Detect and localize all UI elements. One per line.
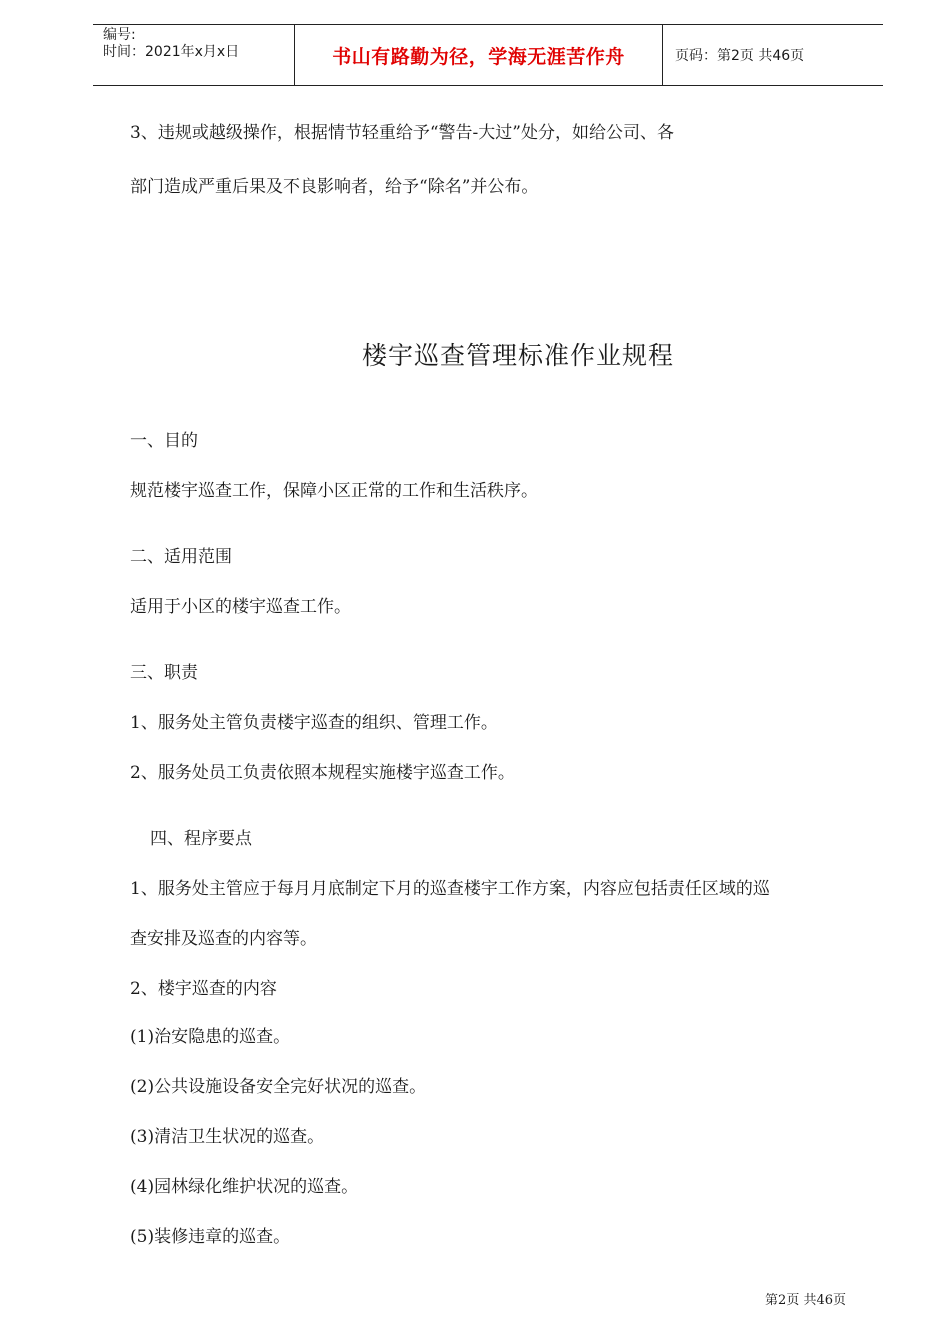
section-text-scope: 适用于小区的楼宇巡查工作。 (130, 597, 351, 617)
intro-line-2: 部门造成严重后果及不良影响者，给予“除名”并公布。 (130, 177, 539, 197)
procedure-subitem-5: (5)装修违章的巡查。 (130, 1227, 291, 1247)
procedure-item-2: 2、楼宇巡查的内容 (130, 979, 277, 999)
section-heading-duties: 三、职责 (130, 663, 198, 683)
page-footer: 第2页 共46页 (765, 1293, 846, 1308)
procedure-item-1-line-2: 查安排及巡查的内容等。 (130, 929, 317, 949)
section-heading-procedure: 四、程序要点 (150, 829, 252, 849)
header-page-number: 页码：第2页 共46页 (675, 48, 805, 64)
procedure-subitem-1: (1)治安隐患的巡查。 (130, 1027, 291, 1047)
procedure-subitem-3: (3)清洁卫生状况的巡查。 (130, 1127, 325, 1147)
procedure-subitem-2: (2)公共设施设备安全完好状况的巡查。 (130, 1077, 427, 1097)
procedure-subitem-4: (4)园林绿化维护状况的巡查。 (130, 1177, 359, 1197)
section-text-purpose: 规范楼宇巡查工作，保障小区正常的工作和生活秩序。 (130, 481, 538, 501)
section-heading-scope: 二、适用范围 (130, 547, 232, 567)
section-heading-purpose: 一、目的 (130, 431, 198, 451)
procedure-item-1-line-1: 1、服务处主管应于每月月底制定下月的巡查楼宇工作方案，内容应包括责任区域的巡 (130, 879, 770, 899)
document-title: 楼宇巡查管理标准作业规程 (361, 341, 674, 370)
page-header (93, 24, 883, 86)
header-meta (93, 25, 295, 85)
header-number: 编号: (103, 27, 136, 43)
header-time: 时间：2021年x月x日 (103, 44, 240, 60)
duties-item-2: 2、服务处员工负责依照本规程实施楼宇巡查工作。 (130, 763, 515, 783)
header-motto: 书山有路勤为径，学海无涯苦作舟 (295, 25, 663, 85)
duties-item-1: 1、服务处主管负责楼宇巡查的组织、管理工作。 (130, 713, 498, 733)
intro-line-1: 3、违规或越级操作，根据情节轻重给予“警告-大过”处分，如给公司、各 (130, 123, 674, 143)
